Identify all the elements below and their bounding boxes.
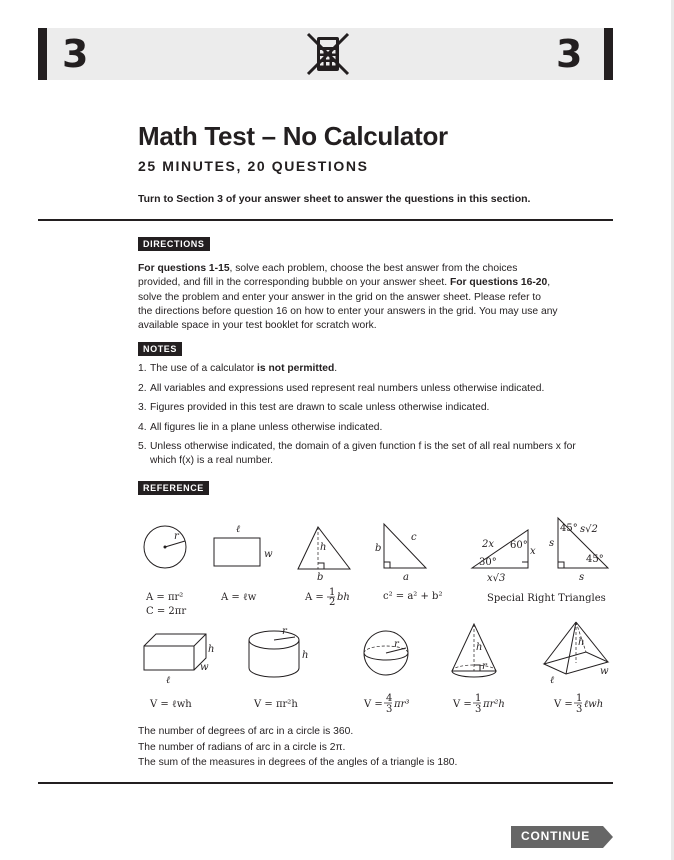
note-text: Unless otherwise indicated, the domain of a given function f is the set of all real numbers x for which f(x) is a real number. (150, 441, 576, 466)
pyramid-formula-num: 1 (576, 693, 583, 704)
t2-hyp-label: s√2 (580, 524, 598, 535)
note-text: All figures lie in a plane unless otherwise indicated. (150, 421, 383, 433)
pyramid-l-label: ℓ (550, 675, 555, 686)
pyramid-formula-rhs: ℓwh (584, 699, 604, 710)
pyramid-figure (544, 622, 609, 715)
t1-long-leg-label: x√3 (487, 573, 506, 584)
triangle-formula-num: 1 (329, 587, 336, 598)
right-triangle-b-label: b (375, 543, 382, 554)
note-text: Figures provided in this test are drawn to scale unless otherwise indicated. (150, 402, 490, 413)
fact-radians: The number of radians of arc in a circle is 2π. (138, 741, 346, 753)
pyramid-formula-lhs: V = (554, 699, 573, 710)
page-title: Math Test – No Calculator (138, 121, 448, 151)
section-instruction: Turn to Section 3 of your answer sheet to answer the questions in this section. (138, 193, 531, 205)
divider-bottom (38, 782, 613, 784)
cone-r-label: r (482, 661, 487, 672)
note-after: . (334, 363, 338, 374)
note-text: All variables and expressions used represent real numbers unless otherwise indicated. (150, 382, 545, 394)
section-number-left: 3 (62, 32, 89, 76)
header-bar-left (38, 28, 47, 80)
circle-circumference-formula: C = 2πr (146, 606, 187, 617)
reference-label: REFERENCE (138, 481, 209, 495)
cone-formula-lhs: V = (453, 699, 472, 710)
note-number: 5. (138, 441, 147, 452)
t1-angle-top: 60° (510, 540, 528, 551)
reference-figures (130, 500, 610, 720)
note-item (138, 401, 598, 415)
t1-side-label: x (530, 546, 536, 557)
note-item (138, 440, 598, 468)
sphere-formula-rhs: πr³ (394, 699, 410, 710)
header-bar-right (604, 28, 613, 80)
note-number: 4. (138, 421, 147, 433)
continue-label[interactable]: CONTINUE (521, 829, 591, 843)
pyramid-formula-den: 3 (576, 704, 583, 715)
directions-text-1: , solve each problem, choose the best answer from the choices provided, and fill in the corresponding bubble on your answer sheet. (138, 263, 518, 289)
rectangle-width-label: w (264, 549, 273, 560)
t1-hyp-label: 2x (482, 539, 495, 550)
cylinder-figure (249, 626, 308, 710)
cylinder-h-label: h (302, 650, 309, 661)
pythagorean-formula: c² = a² + b² (383, 591, 443, 602)
note-bold: is not permitted (257, 363, 335, 374)
sphere-formula-lhs: V = (364, 699, 383, 710)
note-number: 1. (138, 363, 147, 374)
directions-text-2: , solve the problem and enter your answer in the grid on the answer sheet. Please refer to the directions before question 16 on how to enter your answers in the grid. You may use any available space in your test booklet for scratch work. (138, 277, 558, 332)
notes-label: NOTES (138, 342, 182, 356)
right-triangle-figure (375, 524, 442, 602)
cone-formula-den: 3 (475, 704, 482, 715)
t2-leg-left: s (549, 538, 555, 549)
triangle-formula-den: 2 (329, 597, 336, 608)
triangle-formula-rhs: bh (337, 592, 350, 603)
special-triangle-30-60-90 (472, 530, 536, 584)
sphere-formula-num: 4 (386, 693, 393, 704)
divider-top (38, 219, 613, 221)
triangle-formula-lhs: A = (305, 592, 324, 603)
note-number: 2. (138, 382, 147, 394)
note-item (138, 421, 598, 435)
t2-angle-top: 45° (560, 523, 578, 534)
time-and-question-count: 25 MINUTES, 20 QUESTIONS (138, 158, 369, 174)
cone-figure (452, 624, 505, 715)
special-triangles-caption: Special Right Triangles (487, 593, 606, 604)
note-text: The use of a calculator (150, 363, 258, 374)
fact-degrees: The number of degrees of arc in a circle is 360. (138, 726, 354, 737)
section-number-right: 3 (556, 32, 583, 76)
sphere-r-label: r (394, 639, 399, 650)
directions-bold-2: For questions 16-20 (449, 277, 548, 289)
cylinder-r-label: r (282, 626, 287, 637)
rectangle-area-formula: A = ℓw (221, 592, 257, 603)
special-triangle-45-45-90 (487, 518, 608, 604)
cylinder-formula: V = πr²h (254, 699, 298, 710)
cone-formula-rhs: πr²h (483, 699, 505, 710)
box-h-label: h (208, 644, 215, 655)
right-triangle-c-label: c (411, 532, 417, 543)
box-w-label: w (200, 662, 209, 673)
circle-figure (144, 526, 186, 617)
box-formula: V = ℓwh (150, 699, 192, 710)
t2-leg-bottom: s (579, 572, 585, 583)
circle-area-formula: A = πr² (146, 592, 184, 603)
right-triangle-a-label: a (403, 572, 409, 583)
reference-facts (138, 724, 457, 771)
cone-h-label: h (476, 642, 483, 653)
note-number: 3. (138, 402, 147, 413)
t2-angle-right: 45° (586, 554, 604, 565)
triangle-figure (298, 527, 350, 608)
box-figure (144, 634, 214, 710)
cone-formula-num: 1 (475, 693, 482, 704)
directions-text (138, 262, 558, 333)
no-calculator-icon (305, 31, 351, 77)
pyramid-w-label: w (600, 666, 609, 677)
directions-bold-1: For questions 1-15 (138, 263, 230, 274)
sphere-formula-den: 3 (386, 704, 393, 715)
rectangle-length-label: ℓ (236, 524, 241, 535)
pyramid-h-label: h (578, 637, 585, 648)
triangle-height-label: h (320, 542, 327, 553)
directions-label: DIRECTIONS (138, 237, 210, 251)
note-item (138, 382, 598, 396)
fact-triangle-sum: The sum of the measures in degrees of the angles of a triangle is 180. (138, 757, 458, 768)
triangle-base-label: b (317, 572, 324, 583)
t1-angle-bottom: 30° (479, 557, 497, 568)
sphere-figure (363, 631, 409, 715)
box-l-label: ℓ (166, 675, 171, 686)
rectangle-figure (214, 524, 273, 603)
note-item (138, 362, 598, 376)
notes-list (138, 362, 598, 474)
circle-radius-label: r (174, 531, 179, 542)
